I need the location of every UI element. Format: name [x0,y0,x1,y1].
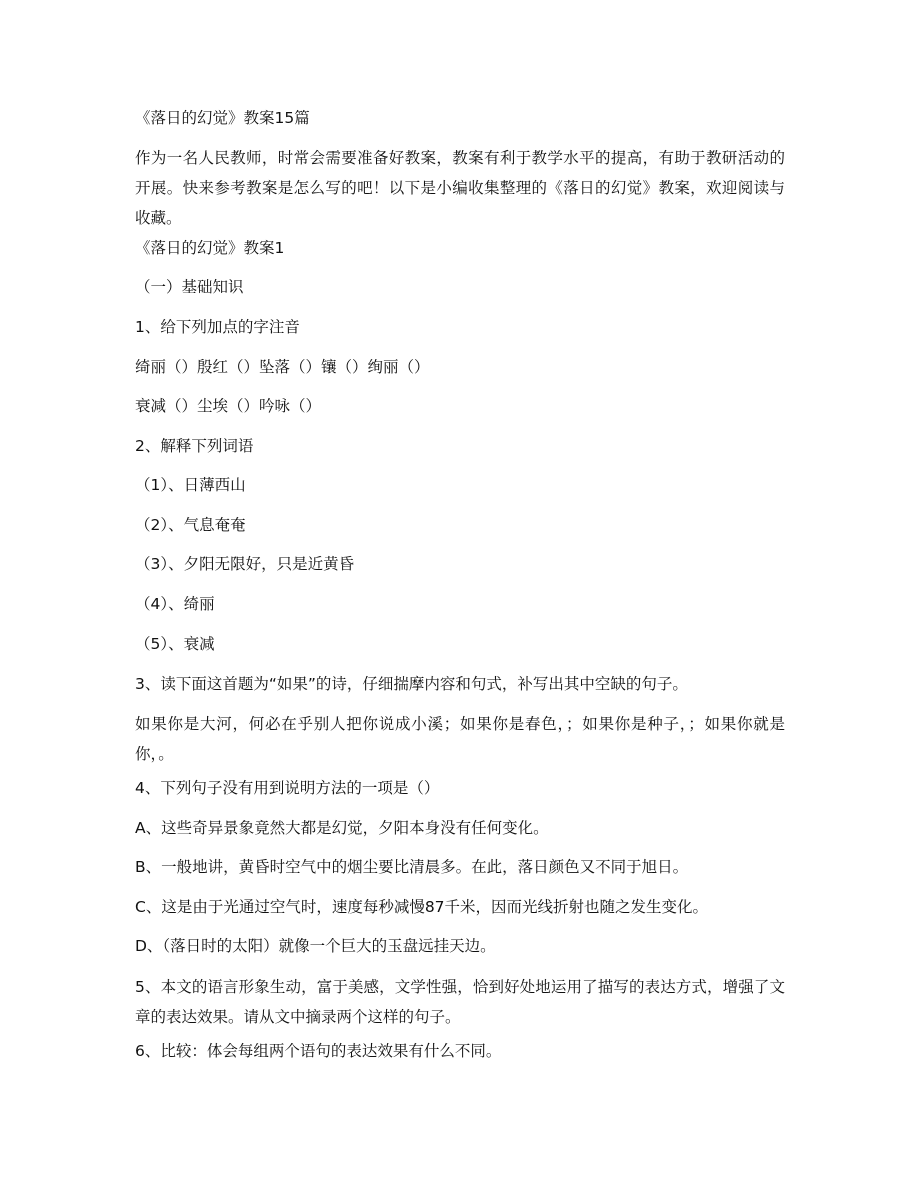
question-3: 3、读下面这首题为“如果”的诗，仔细揣摩内容和句式，补写出其中空缺的句子。 [135,675,688,693]
intro-paragraph: 作为一名人民教师，时常会需要准备好教案，教案有利于教学水平的提高，有助于教研活动的开展。快来参考教案是怎么写的吧！以下是小编收集整理的《落日的幻觉》教案，欢迎阅读与收藏。 [135,149,785,227]
part1-heading: （一）基础知识 [135,278,244,296]
question-4-option-d: D、（落日时的太阳）就像一个巨大的玉盘远挂天边。 [135,937,496,955]
question-2-item: （4）、绮丽 [135,595,215,613]
question-1: 1、给下列加点的字注音 [135,318,300,336]
question-2-item: （3）、夕阳无限好，只是近黄昏 [135,555,355,573]
section-title: 《落日的幻觉》教案1 [135,239,285,257]
question-4-option-a: A、这些奇异景象竟然大都是幻觉，夕阳本身没有任何变化。 [135,819,549,837]
question-1-line-1: 绮丽（）殷红（）坠落（）镶（）绚丽（） [135,358,430,376]
question-1-line-2: 衰减（）尘埃（）吟咏（） [135,397,322,415]
question-4-option-b: B、一般地讲，黄昏时空气中的烟尘要比清晨多。在此，落日颜色又不同于旭日。 [135,858,689,876]
question-6: 6、比较：体会每组两个语句的表达效果有什么不同。 [135,1042,502,1060]
question-2-item: （2）、气息奄奄 [135,516,246,534]
question-4: 4、下列句子没有用到说明方法的一项是（） [135,779,440,797]
document-title: 《落日的幻觉》教案15篇 [135,109,310,127]
question-2: 2、解释下列词语 [135,437,254,455]
question-2-item: （1）、日薄西山 [135,476,246,494]
question-4-option-c: C、这是由于光通过空气时，速度每秒减慢87千米，因而光线折射也随之发生变化。 [135,898,709,916]
question-2-item: （5）、衰减 [135,635,215,653]
question-5: 5、本文的语言形象生动，富于美感，文学性强，恰到好处地运用了描写的表达方式，增强了文章的表达效果。请从文中摘录两个这样的句子。 [135,978,785,1026]
question-3-poem: 如果你是大河，何必在乎别人把你说成小溪；如果你是春色，；如果你是种子，；如果你就是你，。 [135,715,785,763]
